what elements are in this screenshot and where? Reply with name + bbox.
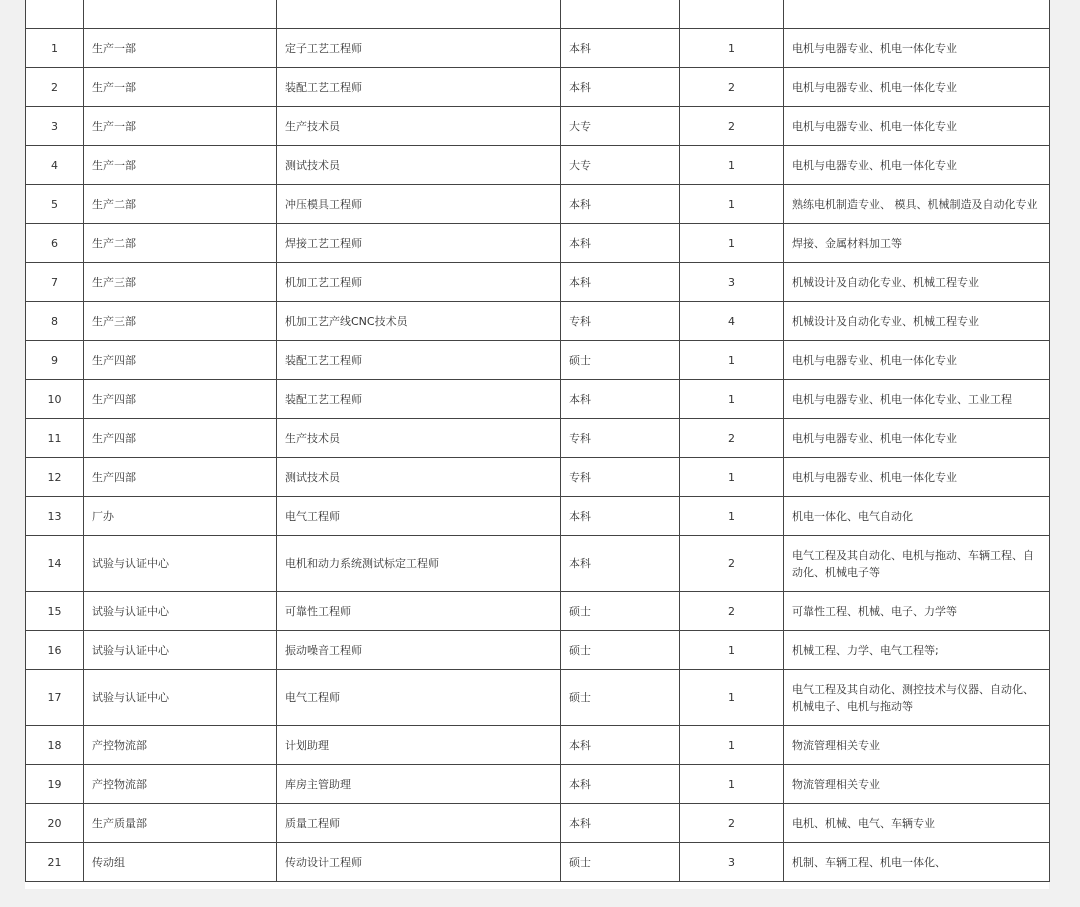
headcount-cell: 1	[680, 765, 784, 804]
department-cell: 生产三部	[84, 302, 277, 341]
table-row	[26, 670, 1050, 726]
education-cell: 本科	[561, 536, 680, 592]
position-cell: 焊接工艺工程师	[277, 224, 561, 263]
headcount-cell: 1	[680, 670, 784, 726]
department-cell: 生产二部	[84, 224, 277, 263]
position-cell: 生产技术员	[277, 107, 561, 146]
position-cell: 计划助理	[277, 726, 561, 765]
table-row	[26, 631, 1050, 670]
department-cell: 产控物流部	[84, 726, 277, 765]
department-cell: 生产一部	[84, 68, 277, 107]
recruitment-table	[25, 0, 1050, 882]
department-cell: 试验与认证中心	[84, 592, 277, 631]
department-cell: 生产四部	[84, 341, 277, 380]
headcount-cell: 2	[680, 536, 784, 592]
education-cell: 大专	[561, 146, 680, 185]
major-cell: 电机与电器专业、机电一体化专业	[784, 146, 1050, 185]
position-cell: 电气工程师	[277, 497, 561, 536]
major-cell: 电机、机械、电气、车辆专业	[784, 804, 1050, 843]
table-row	[26, 68, 1050, 107]
major-cell: 物流管理相关专业	[784, 765, 1050, 804]
headcount-cell: 1	[680, 380, 784, 419]
major-cell: 电机与电器专业、机电一体化专业	[784, 107, 1050, 146]
headcount-cell: 1	[680, 146, 784, 185]
row-number: 12	[26, 458, 84, 497]
major-cell: 电气工程及其自动化、电机与拖动、车辆工程、自动化、机械电子等	[784, 536, 1050, 592]
major-cell: 熟练电机制造专业、 模具、机械制造及自动化专业	[784, 185, 1050, 224]
education-cell: 硕士	[561, 631, 680, 670]
major-cell: 焊接、金属材料加工等	[784, 224, 1050, 263]
department-cell: 生产一部	[84, 107, 277, 146]
table-row	[26, 843, 1050, 882]
major-cell: 电机与电器专业、机电一体化专业	[784, 29, 1050, 68]
major-cell: 电机与电器专业、机电一体化专业、工业工程	[784, 380, 1050, 419]
position-cell: 机加工艺产线CNC技术员	[277, 302, 561, 341]
table-row	[26, 765, 1050, 804]
major-cell: 物流管理相关专业	[784, 726, 1050, 765]
table-row	[26, 107, 1050, 146]
education-cell: 本科	[561, 224, 680, 263]
department-cell: 产控物流部	[84, 765, 277, 804]
position-cell: 测试技术员	[277, 146, 561, 185]
table-row	[26, 497, 1050, 536]
major-cell: 机械设计及自动化专业、机械工程专业	[784, 302, 1050, 341]
row-number: 19	[26, 765, 84, 804]
headcount-cell: 1	[680, 341, 784, 380]
department-cell: 生产四部	[84, 380, 277, 419]
position-cell: 装配工艺工程师	[277, 380, 561, 419]
row-number: 9	[26, 341, 84, 380]
row-number: 8	[26, 302, 84, 341]
major-cell: 电机与电器专业、机电一体化专业	[784, 68, 1050, 107]
major-cell: 电机与电器专业、机电一体化专业	[784, 419, 1050, 458]
row-number: 5	[26, 185, 84, 224]
row-number: 3	[26, 107, 84, 146]
headcount-cell: 3	[680, 843, 784, 882]
education-cell: 硕士	[561, 592, 680, 631]
row-number: 13	[26, 497, 84, 536]
row-number: 6	[26, 224, 84, 263]
education-cell: 大专	[561, 107, 680, 146]
department-cell: 试验与认证中心	[84, 536, 277, 592]
education-cell: 本科	[561, 263, 680, 302]
major-cell: 机械工程、力学、电气工程等;	[784, 631, 1050, 670]
position-cell: 定子工艺工程师	[277, 29, 561, 68]
row-number: 14	[26, 536, 84, 592]
position-cell: 传动设计工程师	[277, 843, 561, 882]
row-number: 7	[26, 263, 84, 302]
department-cell: 生产四部	[84, 458, 277, 497]
row-number: 20	[26, 804, 84, 843]
department-cell: 试验与认证中心	[84, 631, 277, 670]
row-number: 15	[26, 592, 84, 631]
header-cell	[84, 0, 277, 29]
table-row	[26, 341, 1050, 380]
position-cell: 测试技术员	[277, 458, 561, 497]
headcount-cell: 2	[680, 419, 784, 458]
row-number: 18	[26, 726, 84, 765]
major-cell: 机制、车辆工程、机电一体化、	[784, 843, 1050, 882]
education-cell: 硕士	[561, 341, 680, 380]
row-number: 10	[26, 380, 84, 419]
headcount-cell: 1	[680, 726, 784, 765]
department-cell: 生产四部	[84, 419, 277, 458]
headcount-cell: 2	[680, 804, 784, 843]
table-row	[26, 185, 1050, 224]
department-cell: 试验与认证中心	[84, 670, 277, 726]
row-number: 16	[26, 631, 84, 670]
headcount-cell: 2	[680, 107, 784, 146]
headcount-cell: 2	[680, 592, 784, 631]
education-cell: 本科	[561, 497, 680, 536]
department-cell: 生产二部	[84, 185, 277, 224]
row-number: 11	[26, 419, 84, 458]
table-row	[26, 592, 1050, 631]
headcount-cell: 2	[680, 68, 784, 107]
position-cell: 质量工程师	[277, 804, 561, 843]
major-cell: 电气工程及其自动化、测控技术与仪器、自动化、机械电子、电机与拖动等	[784, 670, 1050, 726]
department-cell: 生产一部	[84, 146, 277, 185]
education-cell: 专科	[561, 302, 680, 341]
education-cell: 本科	[561, 380, 680, 419]
table-row	[26, 146, 1050, 185]
department-cell: 传动组	[84, 843, 277, 882]
department-cell: 生产质量部	[84, 804, 277, 843]
major-cell: 可靠性工程、机械、电子、力学等	[784, 592, 1050, 631]
education-cell: 硕士	[561, 843, 680, 882]
headcount-cell: 1	[680, 631, 784, 670]
table-row	[26, 224, 1050, 263]
major-cell: 电机与电器专业、机电一体化专业	[784, 458, 1050, 497]
position-cell: 振动噪音工程师	[277, 631, 561, 670]
table-header-row	[26, 0, 1050, 29]
education-cell: 专科	[561, 419, 680, 458]
table-row	[26, 380, 1050, 419]
position-cell: 冲压模具工程师	[277, 185, 561, 224]
headcount-cell: 3	[680, 263, 784, 302]
row-number: 2	[26, 68, 84, 107]
header-cell	[680, 0, 784, 29]
education-cell: 本科	[561, 726, 680, 765]
headcount-cell: 1	[680, 458, 784, 497]
row-number: 21	[26, 843, 84, 882]
row-number: 1	[26, 29, 84, 68]
department-cell: 生产三部	[84, 263, 277, 302]
department-cell: 生产一部	[84, 29, 277, 68]
header-cell	[26, 0, 84, 29]
education-cell: 本科	[561, 765, 680, 804]
document-page	[25, 0, 1049, 889]
table-row	[26, 419, 1050, 458]
education-cell: 硕士	[561, 670, 680, 726]
education-cell: 本科	[561, 29, 680, 68]
header-cell	[561, 0, 680, 29]
table-row	[26, 263, 1050, 302]
headcount-cell: 4	[680, 302, 784, 341]
header-cell	[277, 0, 561, 29]
position-cell: 装配工艺工程师	[277, 341, 561, 380]
table-row	[26, 29, 1050, 68]
position-cell: 电机和动力系统测试标定工程师	[277, 536, 561, 592]
header-cell	[784, 0, 1050, 29]
table-row	[26, 726, 1050, 765]
position-cell: 机加工艺工程师	[277, 263, 561, 302]
headcount-cell: 1	[680, 29, 784, 68]
education-cell: 专科	[561, 458, 680, 497]
department-cell: 厂办	[84, 497, 277, 536]
table-row	[26, 458, 1050, 497]
table-row	[26, 536, 1050, 592]
position-cell: 生产技术员	[277, 419, 561, 458]
position-cell: 电气工程师	[277, 670, 561, 726]
position-cell: 可靠性工程师	[277, 592, 561, 631]
position-cell: 库房主管助理	[277, 765, 561, 804]
row-number: 17	[26, 670, 84, 726]
headcount-cell: 1	[680, 497, 784, 536]
education-cell: 本科	[561, 185, 680, 224]
education-cell: 本科	[561, 68, 680, 107]
headcount-cell: 1	[680, 185, 784, 224]
position-cell: 装配工艺工程师	[277, 68, 561, 107]
table-row	[26, 804, 1050, 843]
major-cell: 机械设计及自动化专业、机械工程专业	[784, 263, 1050, 302]
education-cell: 本科	[561, 804, 680, 843]
table-row	[26, 302, 1050, 341]
row-number: 4	[26, 146, 84, 185]
major-cell: 电机与电器专业、机电一体化专业	[784, 341, 1050, 380]
headcount-cell: 1	[680, 224, 784, 263]
major-cell: 机电一体化、电气自动化	[784, 497, 1050, 536]
